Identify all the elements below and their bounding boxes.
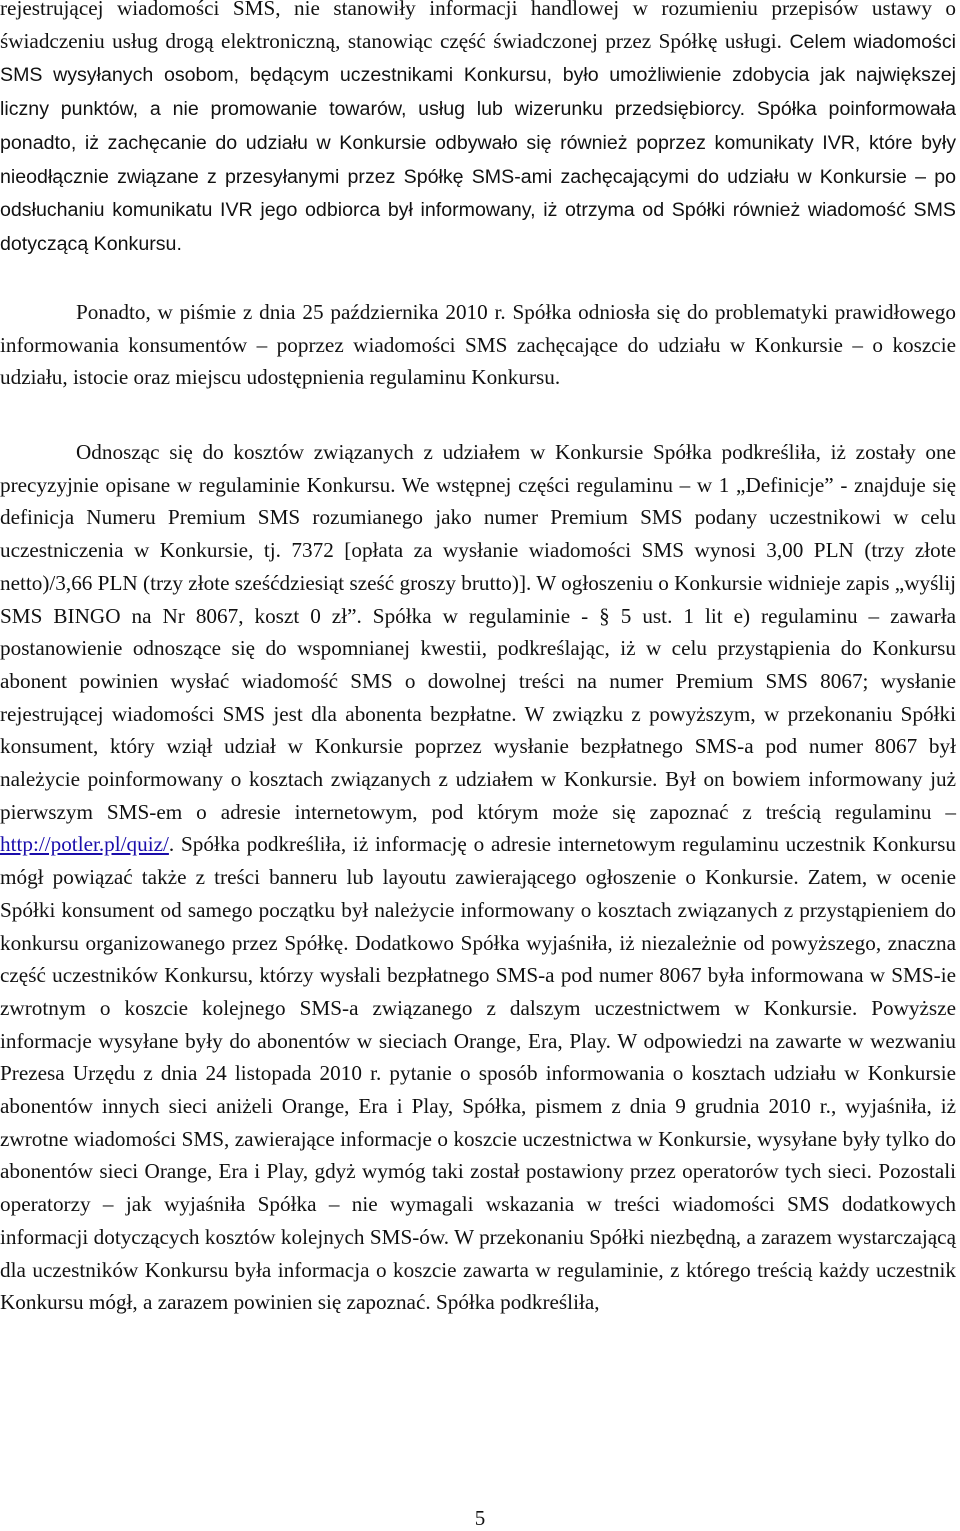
paragraph-2 bbox=[0, 296, 956, 394]
paragraph-1-text-a: rejestrującej wiadomości SMS, nie stanowiły informacji handlowej w rozumieniu przepisów ustawy o świadczeniu usług drogą elektroniczną, stanowiąc część świadczonej przez Spółkę usługi. bbox=[0, 0, 956, 53]
paragraph-3-text-before-link: Odnosząc się do kosztów związanych z udziałem w Konkursie Spółka podkreśliła, iż zostały one precyzyjnie opisane w regulaminie Konkursu. We wstępnej części regulaminu – w 1 „Definicje” - znajduje się definicja Numeru Premium SMS rozumianego jako numer Premium SMS podany uczestnikowi w celu uczestniczenia w Konkursie, tj. 7372 [opłata za wysłanie wiadomości SMS wynosi 3,00 PLN (trzy złote netto)/3,66 PLN (trzy złote sześćdziesiąt sześć groszy brutto)]. W ogłoszeniu o Konkursie widnieje zapis „wyślij SMS BINGO na Nr 8067, koszt 0 zł”. Spółka w regulaminie - § 5 ust. 1 lit e) regulaminu – zawarła postanowienie odnoszące się do wspomnianej kwestii, podkreślając, iż w celu przystąpienia do Konkursu abonent powinien wysłać wiadomość SMS o dowolnej treści na numer Premium SMS 8067; wysłanie rejestrującej wiadomości SMS jest dla abonenta bezpłatne. W związku z powyższym, w przekonaniu Spółki konsument, który wziął udział w Konkursie poprzez wysłanie bezpłatnego SMS-a pod numer 8067 był należycie poinformowany o kosztach związanych z udziałem w Konkursie. Był on bowiem informowany już pierwszym SMS-em o adresie internetowym, pod którym może się zapoznać z treścią regulaminu – bbox=[0, 440, 956, 824]
paragraph-3 bbox=[0, 436, 956, 1319]
regulamin-url-link[interactable]: http://potler.pl/quiz/ bbox=[0, 832, 169, 857]
paragraph-1-text-b: Spółka poinformowała ponadto, iż zachęcanie do udziału w Konkursie odbywało się również poprzez komunikaty IVR, które były nieodłącznie związane z przesyłanymi przez Spółkę SMS-ami zachęcającymi do udziału w Konkursie – po odsłuchaniu komunikatu IVR jego odbiorca był informowany, iż otrzyma od Spółki również wiadomość SMS dotyczącą Konkursu. bbox=[0, 98, 956, 255]
paragraph-2-text: Ponadto, w piśmie z dnia 25 października 2010 r. Spółka odniosła się do problematyki prawidłowego informowania konsumentów – poprzez wiadomości SMS zachęcające do udziału w Konkursie – o koszcie udziału, istocie oraz miejscu udostępnienia regulaminu Konkursu. bbox=[0, 300, 956, 390]
page-number: 5 bbox=[474, 1506, 486, 1530]
paragraph-1-text-sans: Celem wiadomości SMS wysyłanych osobom, będącym uczestnikami Konkursu, było umożliwienie zdobycia jak największej liczny punktów, a nie promowanie towarów, usług lub wizerunku przedsiębiorcy. bbox=[0, 30, 956, 121]
paragraph-1 bbox=[0, 0, 956, 261]
paragraph-3-text-after-link: . Spółka podkreśliła, iż informację o adresie internetowym regulaminu uczestnik Konkursu mógł powiązać także z treści banneru lub layoutu zawierającego ogłoszenie o Konkursie. Zatem, w ocenie Spółki konsument od samego początku był należycie informowany o kosztach związanych z przystąpieniem do konkursu organizowanego przez Spółkę. Dodatkowo Spółka wyjaśniła, iż niezależnie od powyższego, znaczna część uczestników Konkursu, którzy wysłali bezpłatnego SMS-a pod numer 8067 była informowana w SMS-ie zwrotnym o koszcie kolejnego SMS-a związanego z dalszym uczestnictwem w Konkursie. Powyższe informacje wysyłane były do abonentów w sieciach Orange, Era, Play. W odpowiedzi na zawarte w wezwaniu Prezesa Urzędu z dnia 24 listopada 2010 r. pytanie o sposób informowania o kosztach udziału w Konkursie abonentów innych sieci aniżeli Orange, Era i Play, Spółka, pismem z dnia 9 grudnia 2010 r., wyjaśniła, iż zwrotne wiadomości SMS, zawierające informacje o koszcie uczestnictwa w Konkursie, wysyłane były tylko do abonentów sieci Orange, Era i Play, gdyż wymóg taki został postawiony przez operatorów tych sieci. Pozostali operatorzy – jak wyjaśniła Spółka – nie wymagali wskazania w treści wiadomości SMS dodatkowych informacji dotyczących kosztów kolejnych SMS-ów. W przekonaniu Spółki niezbędną, a zarazem wystarczającą dla uczestników Konkursu była informacja o koszcie zawarta w regulaminie, z którego treścią każdy uczestnik Konkursu mógł, a zarazem powinien się zapoznać. Spółka podkreśliła, bbox=[0, 832, 956, 1315]
